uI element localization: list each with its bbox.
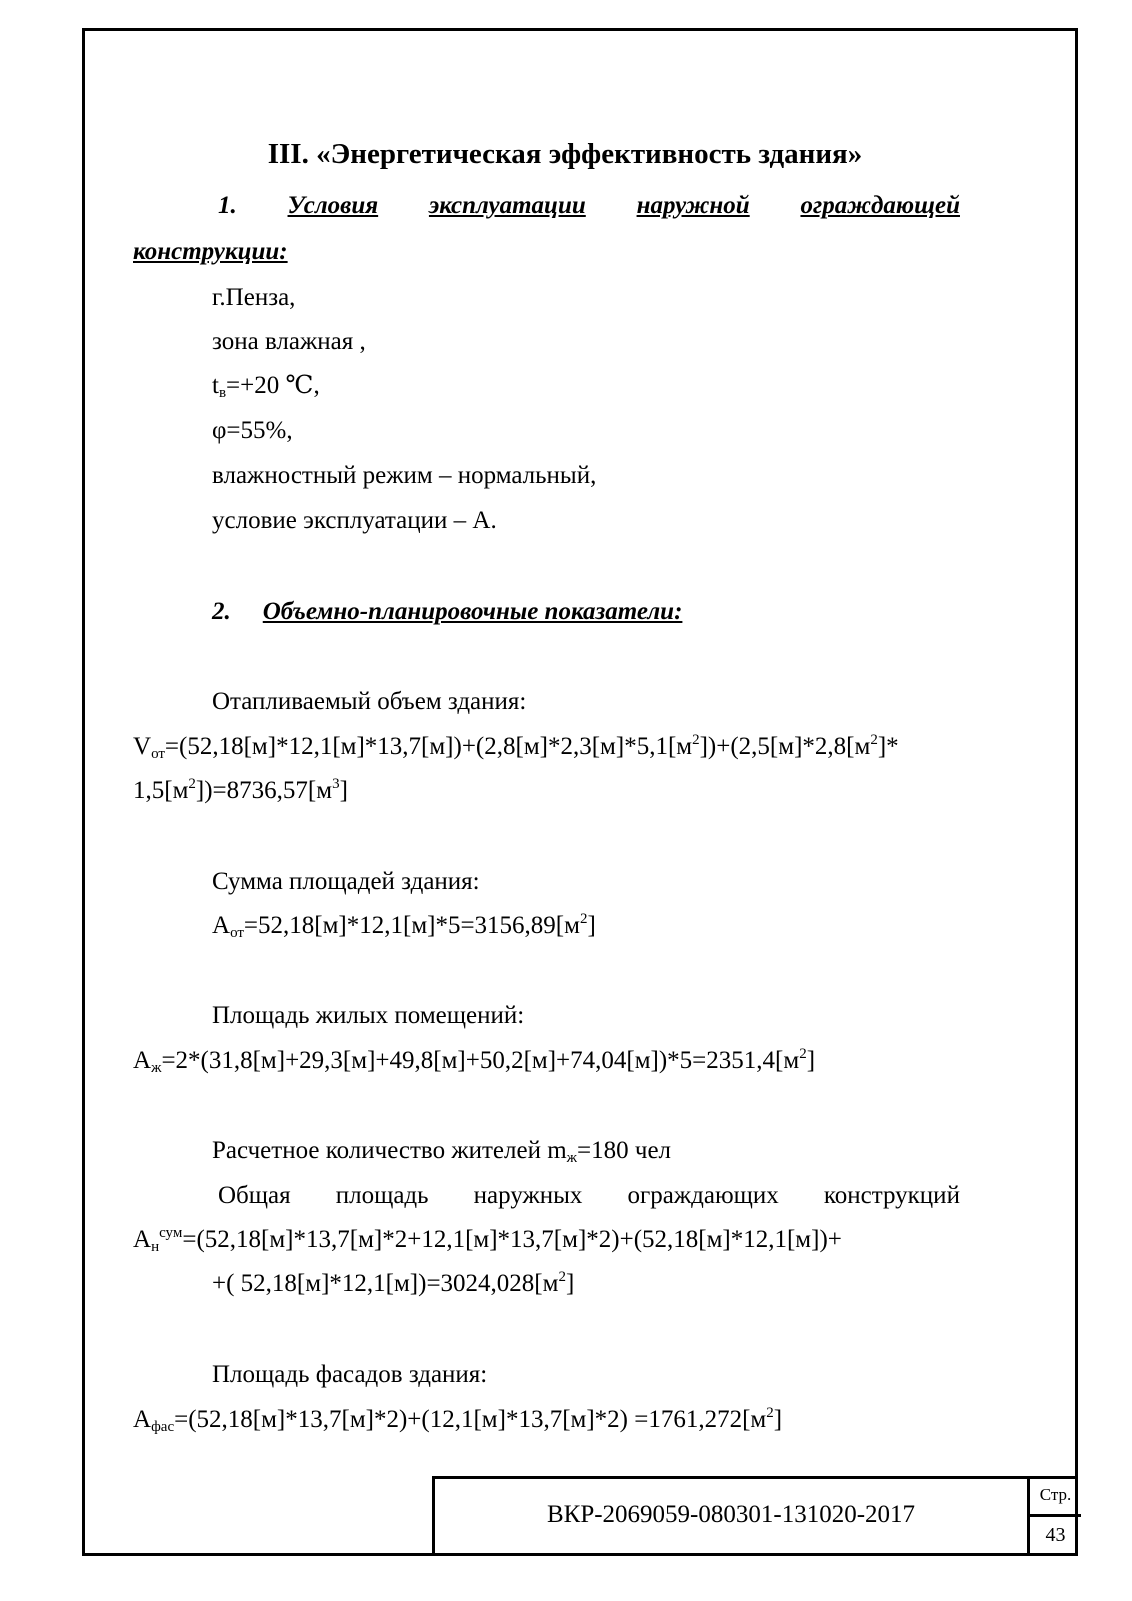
formula-sub: н xyxy=(151,1239,160,1255)
formula-sub: ж xyxy=(566,1150,578,1166)
document-code: ВКР-2069059-080301-131020-2017 xyxy=(546,1501,916,1528)
formula-part: =(52,18[м]*13,7[м]*2+12,1[м]*13,7[м]*2)+(52,18[м]*12,1[м])+ xyxy=(182,1226,842,1253)
temp-value: =+20 ℃, xyxy=(226,372,320,399)
section2-heading xyxy=(212,596,682,628)
temp-symbol: t xyxy=(212,372,219,399)
area-label: Сумма площадей здания: xyxy=(212,868,480,895)
envelope-formula-line2 xyxy=(212,1268,574,1300)
formula-part: A xyxy=(133,1406,152,1433)
formula-sup: 2 xyxy=(579,911,588,927)
formula-part: =(52,18[м]*12,1[м]*13,7[м])+(2,8[м]*2,3[м]*5,1[м xyxy=(164,733,693,760)
formula-sup: 2 xyxy=(870,732,878,748)
living-label: Площадь жилых помещений: xyxy=(212,1002,525,1029)
page-label: Стр. xyxy=(1030,1476,1081,1517)
section1-heading-cont xyxy=(133,236,288,268)
formula-sub: от xyxy=(230,925,244,941)
section2-heading-text: Объемно-планировочные показатели: xyxy=(262,598,683,625)
formula-part: ])=8736,57[м xyxy=(195,777,333,804)
volume-label: Отапливаемый объем здания: xyxy=(212,688,527,715)
regime-line: влажностный режим – нормальный, xyxy=(212,462,597,489)
formula-part: ] xyxy=(773,1406,783,1433)
formula-part: ])+(2,5[м]*2,8[м xyxy=(699,733,871,760)
section1-heading-word: наружной xyxy=(636,192,750,219)
formula-part: ] xyxy=(339,777,348,804)
page-title: III. «Энергетическая эффективность здания» xyxy=(267,138,863,170)
formula-part: =180 чел xyxy=(577,1137,672,1164)
formula-part: =52,18[м]*12,1[м]*5=3156,89[м xyxy=(243,912,580,939)
envelope-word: Общая xyxy=(218,1182,291,1209)
page-number: 43 xyxy=(1045,1524,1066,1546)
formula-sup: 2 xyxy=(799,1046,807,1062)
formula-sup: 2 xyxy=(692,732,700,748)
page-number-cell xyxy=(1027,1476,1081,1556)
envelope-word: площадь xyxy=(335,1182,429,1209)
formula-sub: ж xyxy=(151,1060,162,1076)
formula-part: ] xyxy=(587,912,596,939)
formula-sup: 2 xyxy=(558,1269,566,1285)
zone-line: зона влажная , xyxy=(212,328,366,355)
formula-part: ] xyxy=(806,1047,816,1074)
formula-part: A xyxy=(133,1226,152,1253)
envelope-label xyxy=(218,1180,960,1212)
envelope-formula-line1 xyxy=(133,1224,842,1256)
condition-line: условие эксплуатации – А. xyxy=(212,507,497,534)
formula-sup: 2 xyxy=(766,1405,774,1421)
formula-sup: сум xyxy=(159,1225,183,1241)
section1-number: 1. xyxy=(218,192,237,219)
temperature-line xyxy=(212,370,320,402)
section1-heading-word: эксплуатации xyxy=(428,192,586,219)
formula-part: A xyxy=(212,912,231,939)
section1-heading-word: Условия xyxy=(287,192,379,219)
formula-part: 1,5[м xyxy=(133,777,189,804)
formula-part: Расчетное количество жителей m xyxy=(212,1137,567,1164)
title-block xyxy=(432,1476,1078,1556)
envelope-word: конструкций xyxy=(823,1182,960,1209)
facade-formula xyxy=(133,1404,782,1436)
facade-label: Площадь фасадов здания: xyxy=(212,1361,488,1388)
section1-heading-cont-text: конструкции: xyxy=(133,238,288,265)
humidity-line: φ=55%, xyxy=(212,417,293,444)
formula-part: V xyxy=(133,733,152,760)
living-formula xyxy=(133,1045,815,1077)
formula-sup: 2 xyxy=(188,776,196,792)
residents-line xyxy=(212,1135,671,1167)
volume-formula-line2 xyxy=(133,775,348,807)
formula-part: =(52,18[м]*13,7[м]*2)+(12,1[м]*13,7[м]*2) =1761,272[м xyxy=(174,1406,767,1433)
formula-sub: фас xyxy=(151,1419,175,1435)
formula-part: +( 52,18[м]*12,1[м])=3024,028[м xyxy=(212,1270,559,1297)
envelope-word: ограждающих xyxy=(627,1182,779,1209)
formula-part: ]* xyxy=(877,733,899,760)
formula-part: ] xyxy=(565,1270,575,1297)
envelope-word: наружных xyxy=(473,1182,583,1209)
formula-sub: от xyxy=(151,746,165,762)
area-formula xyxy=(212,910,596,942)
formula-part: =2*(31,8[м]+29,3[м]+49,8[м]+50,2[м]+74,04[м])*5=2351,4[м xyxy=(161,1047,800,1074)
temp-sub: в xyxy=(218,385,227,401)
city-line: г.Пенза, xyxy=(212,284,296,311)
section1-heading xyxy=(218,190,960,222)
formula-sup: 3 xyxy=(332,776,340,792)
section1-heading-word: ограждающей xyxy=(800,192,960,219)
formula-part: A xyxy=(133,1047,152,1074)
volume-formula-line1 xyxy=(133,731,899,763)
section2-number: 2. xyxy=(212,598,231,625)
